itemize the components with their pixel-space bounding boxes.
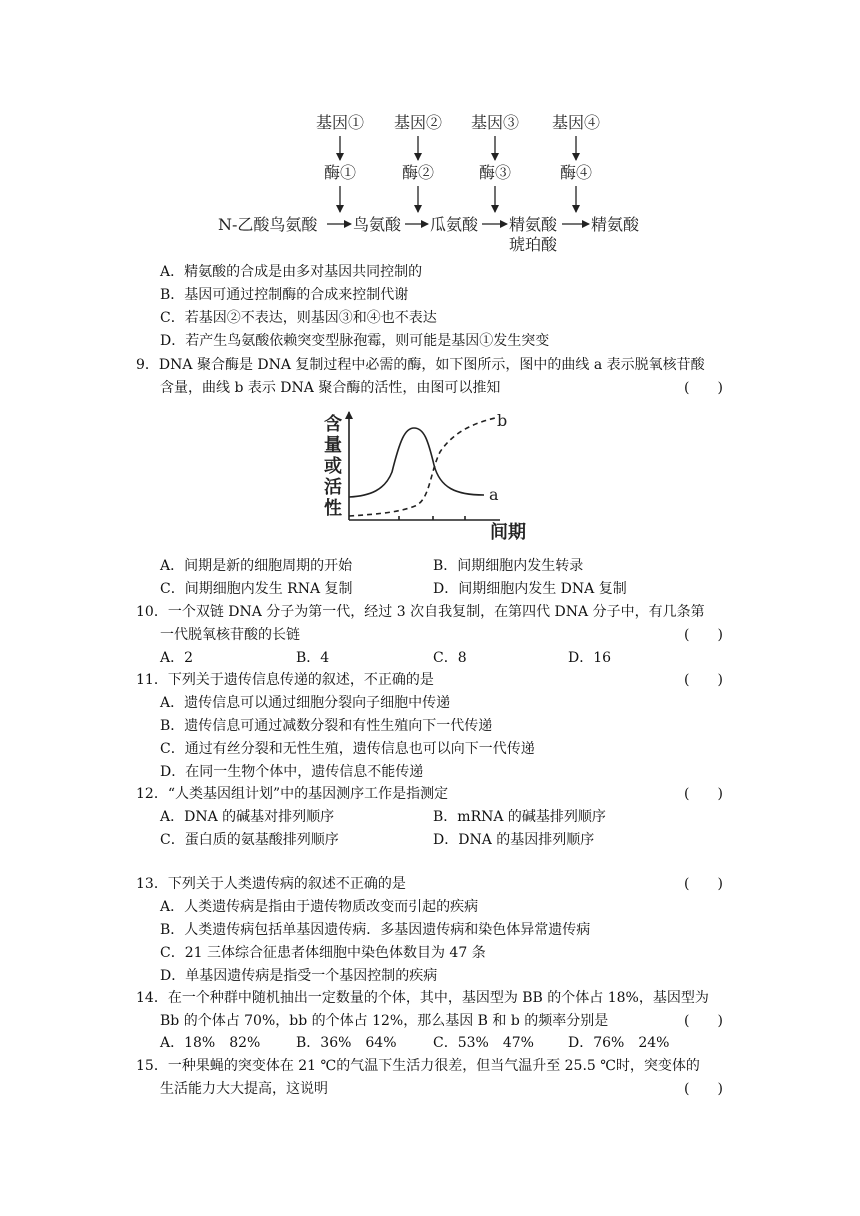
q10-option-d[interactable]: D．16	[568, 650, 612, 666]
q13-stem: 13．下列关于人类遗传病的叙述不正确的是	[136, 876, 406, 892]
q8-option-c[interactable]: C．若基因②不表达，则基因③和④也不表达	[160, 310, 437, 326]
q9-answer-blank[interactable]: ( )	[684, 380, 723, 396]
q11-option-b[interactable]: B．遗传信息可通过减数分裂和有性生殖向下一代传递	[160, 718, 493, 734]
q9-stem-line2: 含量，曲线 b 表示 DNA 聚合酶的活性，由图可以推知	[160, 380, 501, 396]
q13-option-a[interactable]: A．人类遗传病是指由于遗传物质改变而引起的疾病	[160, 899, 479, 915]
compound-3: 瓜氨酸	[430, 215, 479, 234]
q10-option-a[interactable]: A．2	[160, 650, 194, 666]
q12-option-c[interactable]: C．蛋白质的氨基酸排列顺序	[160, 832, 339, 848]
q11-option-c[interactable]: C．通过有丝分裂和无性生殖，遗传信息也可以向下一代传递	[160, 741, 535, 757]
q8-option-b[interactable]: B．基因可通过控制酶的合成来控制代谢	[160, 287, 409, 303]
graph-ylabel-char-2: 量	[324, 435, 342, 456]
q12-option-b[interactable]: B．mRNA 的碱基排列顺序	[433, 809, 606, 825]
curve-b-label: b	[497, 411, 508, 430]
enzyme-2-label: 酶②	[401, 163, 435, 182]
compound-1: N-乙酸鸟氨酸	[218, 215, 318, 234]
q12-option-a[interactable]: A．DNA 的碱基对排列顺序	[160, 809, 335, 825]
q15-answer-blank[interactable]: ( )	[684, 1081, 723, 1097]
q12-stem: 12．“人类基因组计划”中的基因测序工作是指测定	[136, 786, 449, 802]
graph-ylabel-char-5: 性	[324, 498, 342, 519]
q8-option-a[interactable]: A．精氨酸的合成是由多对基因共同控制的	[160, 264, 423, 280]
curve-a	[349, 428, 484, 497]
q9-option-c[interactable]: C．间期细胞内发生 RNA 复制	[160, 581, 353, 597]
q11-answer-blank[interactable]: ( )	[684, 672, 723, 688]
q9-option-b[interactable]: B．间期细胞内发生转录	[433, 558, 584, 574]
q14-option-a[interactable]: A．18% 82%	[160, 1035, 261, 1051]
q10-stem-line2: 一代脱氧核苷酸的长链	[160, 627, 300, 643]
compound-5: 精氨酸	[591, 215, 640, 234]
compound-4-sub: 琥珀酸	[509, 235, 558, 254]
graph-ylabel-char-4: 活	[324, 477, 342, 498]
q12-option-d[interactable]: D．DNA 的基因排列顺序	[433, 832, 595, 848]
q11-option-d[interactable]: D．在同一生物个体中，遗传信息不能传递	[160, 764, 424, 780]
q14-stem-line1: 14．在一个种群中随机抽出一定数量的个体，其中，基因型为 BB 的个体占 18%，基因型为	[136, 990, 709, 1006]
graph-ylabel-char-3: 或	[324, 456, 342, 477]
curve-a-label: a	[489, 485, 499, 504]
q15-stem-line2: 生活能力大大提高，这说明	[160, 1081, 328, 1097]
compound-2: 鸟氨酸	[353, 215, 402, 234]
q8-option-d[interactable]: D．若产生鸟氨酸依赖突变型脉孢霉，则可能是基因①发生突变	[160, 333, 550, 349]
enzyme-3-label: 酶③	[478, 163, 512, 182]
q13-option-b[interactable]: B．人类遗传病包括单基因遗传病．多基因遗传病和染色体异常遗传病	[160, 922, 591, 938]
q9-option-d[interactable]: D．间期细胞内发生 DNA 复制	[433, 581, 627, 597]
graph-ylabel-char-1: 含	[324, 414, 342, 435]
q14-answer-blank[interactable]: ( )	[684, 1013, 723, 1029]
gene-2-label: 基因②	[393, 113, 443, 132]
q14-option-d[interactable]: D．76% 24%	[568, 1035, 670, 1051]
q10-option-c[interactable]: C．8	[433, 650, 467, 666]
q11-option-a[interactable]: A．遗传信息可以通过细胞分裂向子细胞中传递	[160, 695, 451, 711]
q9-graph	[0, 400, 860, 550]
gene-1-label: 基因①	[315, 113, 365, 132]
gene-4-label: 基因④	[551, 113, 601, 132]
graph-xlabel: 间期	[490, 522, 526, 543]
q9-stem-line1: 9．DNA 聚合酶是 DNA 复制过程中必需的酶，如下图所示，图中的曲线 a 表示脱氧核苷酸	[136, 357, 705, 373]
q13-option-d[interactable]: D．单基因遗传病是指受一个基因控制的疾病	[160, 968, 438, 984]
enzyme-1-label: 酶①	[323, 163, 357, 182]
q9-option-a[interactable]: A．间期是新的细胞周期的开始	[160, 558, 353, 574]
compound-4: 精氨酸	[509, 215, 558, 234]
q14-option-b[interactable]: B．36% 64%	[296, 1035, 397, 1051]
enzyme-4-label: 酶④	[559, 163, 593, 182]
q10-answer-blank[interactable]: ( )	[684, 627, 723, 643]
gene-3-label: 基因③	[470, 113, 520, 132]
q10-option-b[interactable]: B．4	[296, 650, 330, 666]
q13-option-c[interactable]: C．21 三体综合征患者体细胞中染色体数目为 47 条	[160, 945, 486, 961]
q11-stem: 11．下列关于遗传信息传递的叙述，不正确的是	[136, 672, 434, 688]
pathway-diagram	[0, 0, 860, 270]
q14-stem-line2: Bb 的个体占 70%，bb 的个体占 12%，那么基因 B 和 b 的频率分别是	[160, 1013, 609, 1029]
q15-stem-line1: 15．一种果蝇的突变体在 21 ℃的气温下生活力很差，但当气温升至 25.5 ℃时，突变体的	[136, 1058, 700, 1074]
q13-answer-blank[interactable]: ( )	[684, 876, 723, 892]
q14-option-c[interactable]: C．53% 47%	[433, 1035, 534, 1051]
q10-stem-line1: 10．一个双链 DNA 分子为第一代，经过 3 次自我复制，在第四代 DNA 分子中，有几条第	[136, 604, 705, 620]
q12-answer-blank[interactable]: ( )	[684, 786, 723, 802]
